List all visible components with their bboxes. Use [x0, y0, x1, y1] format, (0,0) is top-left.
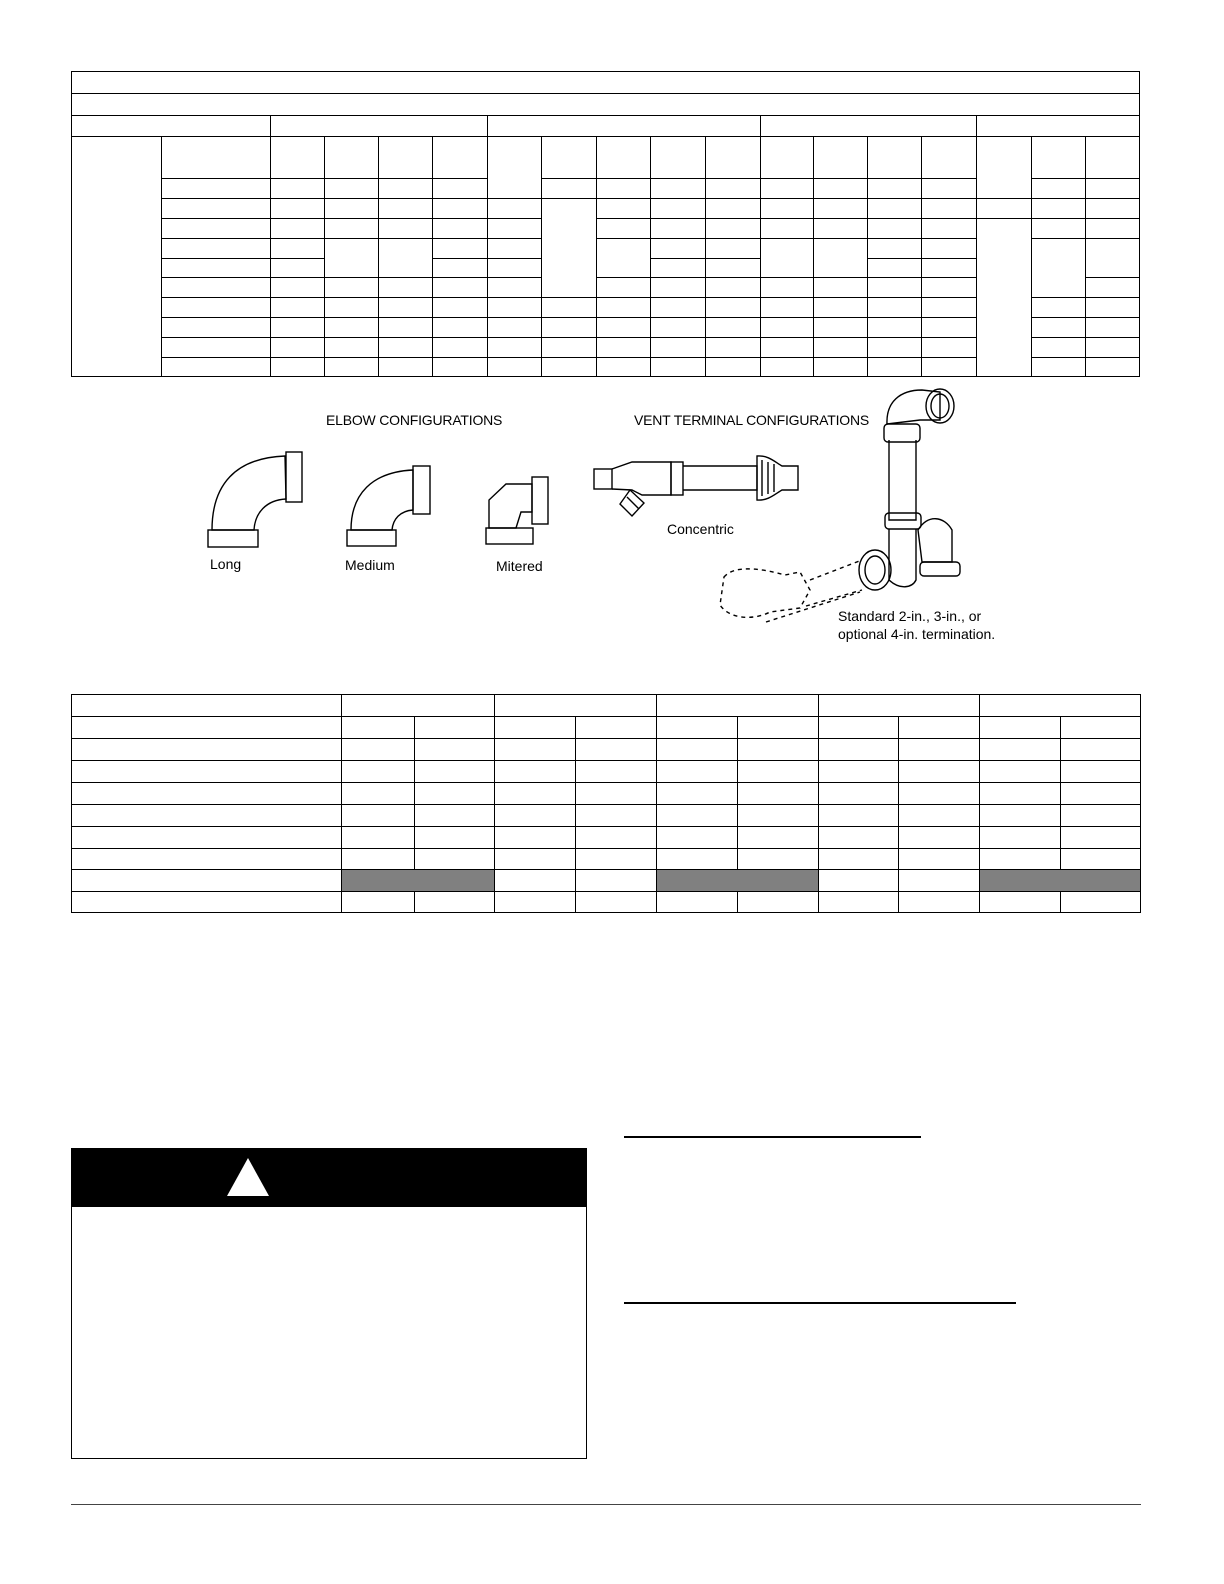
termination-caption-line2: optional 4-in. termination.: [838, 626, 996, 642]
warning-triangle-icon: [227, 1158, 269, 1196]
medium-elbow-label: Medium: [345, 557, 395, 573]
elbow-configurations-heading: ELBOW CONFIGURATIONS: [326, 412, 503, 428]
shaded-cell: [342, 870, 494, 891]
long-elbow-label: Long: [210, 556, 242, 572]
shaded-cell: [979, 870, 1140, 891]
mitered-elbow-label: Mitered: [496, 558, 543, 574]
mitered-elbow-icon: [486, 477, 548, 544]
shaded-cell: [656, 870, 818, 891]
concentric-vent-icon: [594, 456, 798, 516]
termination-caption-line1: Standard 2-in., 3-in., or: [838, 608, 982, 624]
medium-elbow-icon: [347, 466, 430, 546]
table-frame: [72, 72, 1140, 377]
warning-box: [71, 1148, 587, 1459]
fitting-table-frame: [72, 695, 1141, 913]
section-heading-rule: [624, 1136, 921, 1138]
long-elbow-icon: [208, 452, 302, 547]
vent-terminal-configurations-heading: VENT TERMINAL CONFIGURATIONS: [634, 412, 870, 428]
section-heading-rule: [624, 1302, 1016, 1304]
warning-header-bar: [72, 1149, 586, 1207]
footer-rule: [71, 1504, 1141, 1505]
concentric-label: Concentric: [667, 521, 734, 537]
